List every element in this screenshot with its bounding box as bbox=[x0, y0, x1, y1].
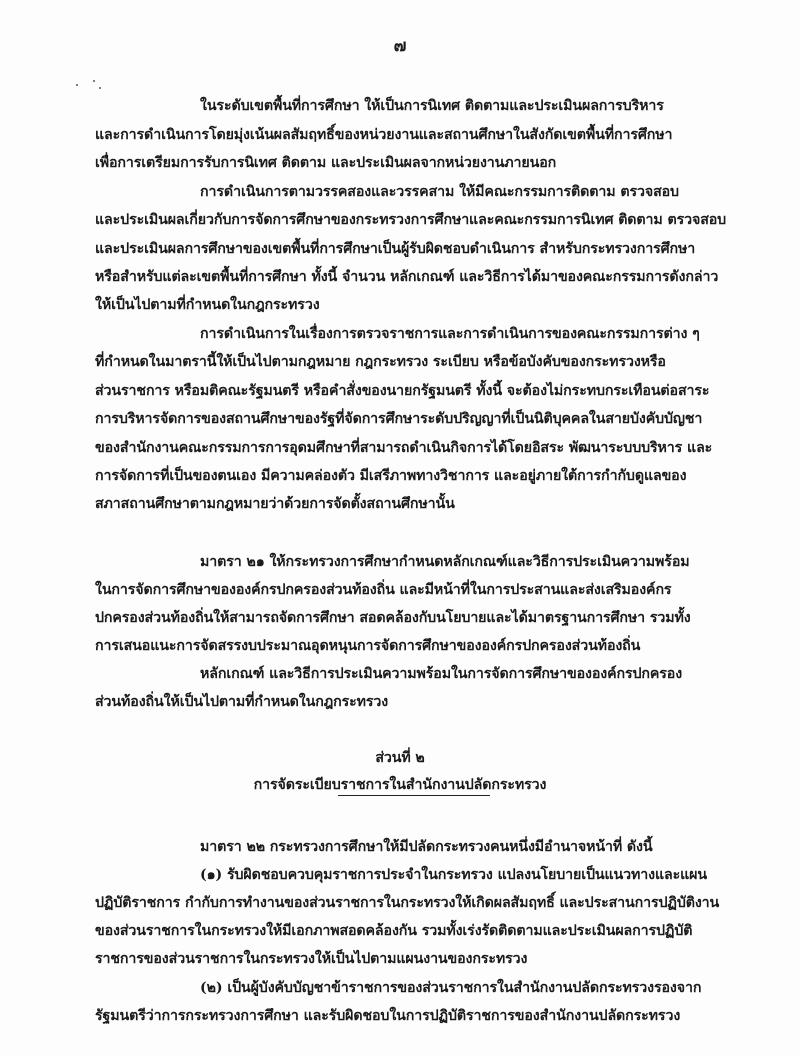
text-line: ส่วนราชการ หรือมติคณะรัฐมนตรี หรือคำสั่งของนายกรัฐมนตรี ทั้งนี้ จะต้องไม่กระทบกระเทือนต่อสาระ bbox=[95, 383, 710, 399]
text-line: ในการจัดการศึกษาขององค์กรปกครองส่วนท้องถิ่น และมีหน้าที่ในการประสานและส่งเสริมองค์กร bbox=[95, 582, 672, 598]
text-line: การบริหารจัดการของสถานศึกษาของรัฐที่จัดการศึกษาระดับปริญญาที่เป็นนิติบุคคลในสายบังคับบัญชา bbox=[95, 411, 703, 427]
section-22-heading: มาตรา ๒๒ กระทรวงการศึกษาให้มีปลัดกระทรวงคนหนึ่งมีอำนาจหน้าที่ ดังนี้ bbox=[200, 839, 653, 855]
text-line: การดำเนินการในเรื่องการตรวจราชการและการดำเนินการของคณะกรรมการต่าง ๆ bbox=[200, 326, 700, 342]
text-line: และประเมินผลเกี่ยวกับการจัดการศึกษาของกระทรวงการศึกษาและคณะกรรมการนิเทศ ติดตาม ตรวจสอบ bbox=[95, 212, 727, 228]
text-line: สภาสถานศึกษาตามกฎหมายว่าด้วยการจัดตั้งสถานศึกษานั้น bbox=[95, 496, 455, 512]
scan-speck bbox=[93, 80, 95, 82]
text-line: หรือสำหรับแต่ละเขตพื้นที่การศึกษา ทั้งนี้ จำนวน หลักเกณฑ์ และวิธีการได้มาของคณะกรรมการดังกล่าว bbox=[95, 269, 719, 285]
text-line: ให้เป็นไปตามที่กำหนดในกฎกระทรวง bbox=[95, 297, 320, 313]
text-line: ปฏิบัติราชการ กำกับการทำงานของส่วนราชการในกระทรวงให้เกิดผลสัมฤทธิ์ และประสานการปฏิบัติงาน bbox=[95, 895, 720, 911]
text-line: ที่กำหนดในมาตรานี้ให้เป็นไปตามกฎหมาย กฎกระทรวง ระเบียบ หรือข้อบังคับของกระทรวงหรือ bbox=[95, 354, 666, 370]
text-line: และประเมินผลการศึกษาของเขตพื้นที่การศึกษาเป็นผู้รับผิดชอบดำเนินการ สำหรับกระทรวงการศึกษา bbox=[95, 241, 696, 257]
text-line: การดำเนินการตามวรรคสองและวรรคสาม ให้มีคณะกรรมการติดตาม ตรวจสอบ bbox=[200, 184, 679, 200]
scan-speck bbox=[76, 84, 78, 86]
text-line: ราชการของส่วนราชการในกระทรวงให้เป็นไปตามแผนงานของกระทรวง bbox=[95, 951, 528, 967]
text-line: (๑) รับผิดชอบควบคุมราชการประจำในกระทรวง แปลงนโยบายเป็นแนวทางและแผน bbox=[200, 867, 707, 883]
text-line: ส่วนท้องถิ่นให้เป็นไปตามที่กำหนดในกฎกระทรวง bbox=[95, 694, 389, 710]
text-line: ในระดับเขตพื้นที่การศึกษา ให้เป็นการนิเทศ ติดตามและประเมินผลการบริหาร bbox=[200, 98, 664, 114]
text-line: (๒) เป็นผู้บังคับบัญชาข้าราชการของส่วนราชการในสำนักงานปลัดกระทรวงรองจาก bbox=[200, 980, 702, 996]
scan-speck bbox=[99, 87, 101, 89]
text-line: ของส่วนราชการในกระทรวงให้มีเอกภาพสอดคล้องกัน รวมทั้งเร่งรัดติดตามและประเมินผลการปฏิบัติ bbox=[95, 923, 693, 939]
text-line: ของสำนักงานคณะกรรมการการอุดมศึกษาที่สามารถดำเนินกิจการได้โดยอิสระ พัฒนาระบบบริหาร และ bbox=[95, 440, 713, 456]
page-number: ๗ bbox=[393, 36, 407, 56]
text-line: หลักเกณฑ์ และวิธีการประเมินความพร้อมในการจัดการศึกษาขององค์กรปกครอง bbox=[200, 666, 683, 682]
section-21-heading: มาตรา ๒๑ ให้กระทรวงการศึกษากำหนดหลักเกณฑ์และวิธีการประเมินความพร้อม bbox=[200, 554, 690, 570]
divider-rule bbox=[338, 795, 490, 796]
part-heading: ส่วนที่ ๒ bbox=[375, 750, 425, 766]
text-line: เพื่อการเตรียมการรับการนิเทศ ติดตาม และประเมินผลจากหน่วยงานภายนอก bbox=[95, 155, 557, 171]
part-title: การจัดระเบียบราชการในสำนักงานปลัดกระทรวง bbox=[253, 777, 547, 793]
text-line: การเสนอแนะการจัดสรรงบประมาณอุดหนุนการจัดการศึกษาขององค์กรปกครองส่วนท้องถิ่น bbox=[95, 638, 641, 654]
text-line: ปกครองส่วนท้องถิ่นให้สามารถจัดการศึกษา สอดคล้องกับนโยบายและได้มาตรฐานการศึกษา รวมทั้ง bbox=[95, 610, 691, 626]
text-line: รัฐมนตรีว่าการกระทรวงการศึกษา และรับผิดชอบในการปฏิบัติราชการของสำนักงานปลัดกระทรวง bbox=[95, 1008, 681, 1024]
text-line: การจัดการที่เป็นของตนเอง มีความคล่องตัว มีเสรีภาพทางวิชาการ และอยู่ภายใต้การกำกับดูแลของ bbox=[95, 468, 687, 484]
text-line: และการดำเนินการโดยมุ่งเน้นผลสัมฤทธิ์ของหน่วยงานและสถานศึกษาในสังกัดเขตพื้นที่การศึกษา bbox=[95, 127, 673, 143]
